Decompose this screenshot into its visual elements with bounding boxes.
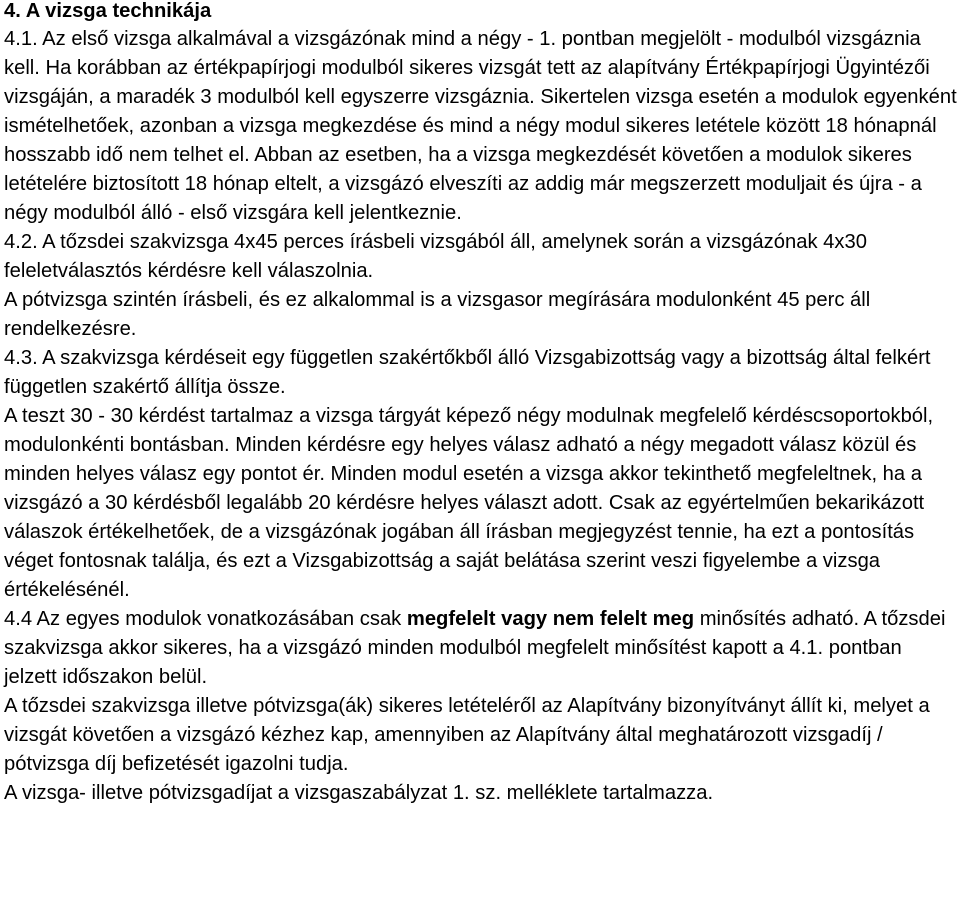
paragraph-4-4-end: minősítés adható. A tőzsdei szakvizsga akkor sikeres, ha a vizsgázó minden modulból megfelelt minősítést kapott a 4.1. pontban jelzett időszakon belül. (4, 608, 946, 688)
paragraph-retake: A pótvizsga szintén írásbeli, és ez alkalommal is a vizsgasor megírására modulonként 45 perc áll rendelkezésre. (4, 289, 871, 340)
document-page (4, 0, 958, 808)
paragraph-4-3: 4.3. A szakvizsga kérdéseit egy független szakértőkből álló Vizsgabizottság vagy a bizottság által felkért független szakértő állítja össze. (4, 347, 931, 398)
paragraph-4-4-emphasis: megfelelt vagy nem felelt meg (406, 608, 695, 630)
paragraph-4-2: 4.2. A tőzsdei szakvizsga 4x45 perces írásbeli vizsgából áll, amelynek során a vizsgázónak 4x30 feleletválasztós kérdésre kell válaszolnia. (4, 231, 867, 282)
paragraph-certificate: A tőzsdei szakvizsga illetve pótvizsga(ák) sikeres letételéről az Alapítvány bizonyítványt állít ki, melyet a vizsgát követően a vizsgázó kézhez kap, amennyiben az Alapítvány által meghatározott vizsgadíj / pótvizsga díj befizetését igazolni tudja. (4, 695, 930, 775)
paragraph-fees: A vizsga- illetve pótvizsgadíjat a vizsgaszabályzat 1. sz. melléklete tartalmazza. (4, 782, 714, 804)
paragraph-4-4 (4, 605, 958, 692)
section-heading: 4. A vizsga technikája (4, 0, 212, 22)
paragraph-test: A teszt 30 - 30 kérdést tartalmaz a vizsga tárgyát képező négy modulnak megfelelő kérdéscsoportokból, modulonkénti bontásban. Minden kérdésre egy helyes válasz adható a négy megadott válasz közül és minden helyes válasz egy pontot ér. Minden modul esetén a vizsga akkor tekinthető megfeleltnek, ha a vizsgázó a 30 kérdésből legalább 20 kérdésre helyes választ adott. Csak az egyértelműen bekarikázott válaszok értékelhetőek, de a vizsgázónak jogában áll írásban megjegyzést tennie, ha ezt a pontosítás véget fontosnak találja, és ezt a Vizsgabizottság a saját belátása szerint veszi figyelembe a vizsga értékelésénél. (4, 405, 934, 601)
paragraph-4-4-start: 4.4 Az egyes modulok vonatkozásában csak (4, 608, 407, 630)
paragraph-4-1: 4.1. Az első vizsga alkalmával a vizsgázónak mind a négy - 1. pontban megjelölt - modulból vizsgáznia kell. Ha korábban az értékpapírjogi modulból sikeres vizsgát tett az alapítvány Értékpapírjogi Ügyintézői vizsgáján, a maradék 3 modulból kell egyszerre vizsgáznia. Sikertelen vizsga esetén a modulok egyenként ismételhetőek, azonban a vizsga megkezdése és mind a négy modul sikeres letétele között 18 hónapnál hosszabb idő nem telhet el. Abban az esetben, ha a vizsga megkezdését követően a modulok sikeres letételére biztosított 18 hónap eltelt, a vizsgázó elveszíti az addig már megszerzett moduljait és újra - a négy modulból álló - első vizsgára kell jelentkeznie. (4, 28, 957, 224)
